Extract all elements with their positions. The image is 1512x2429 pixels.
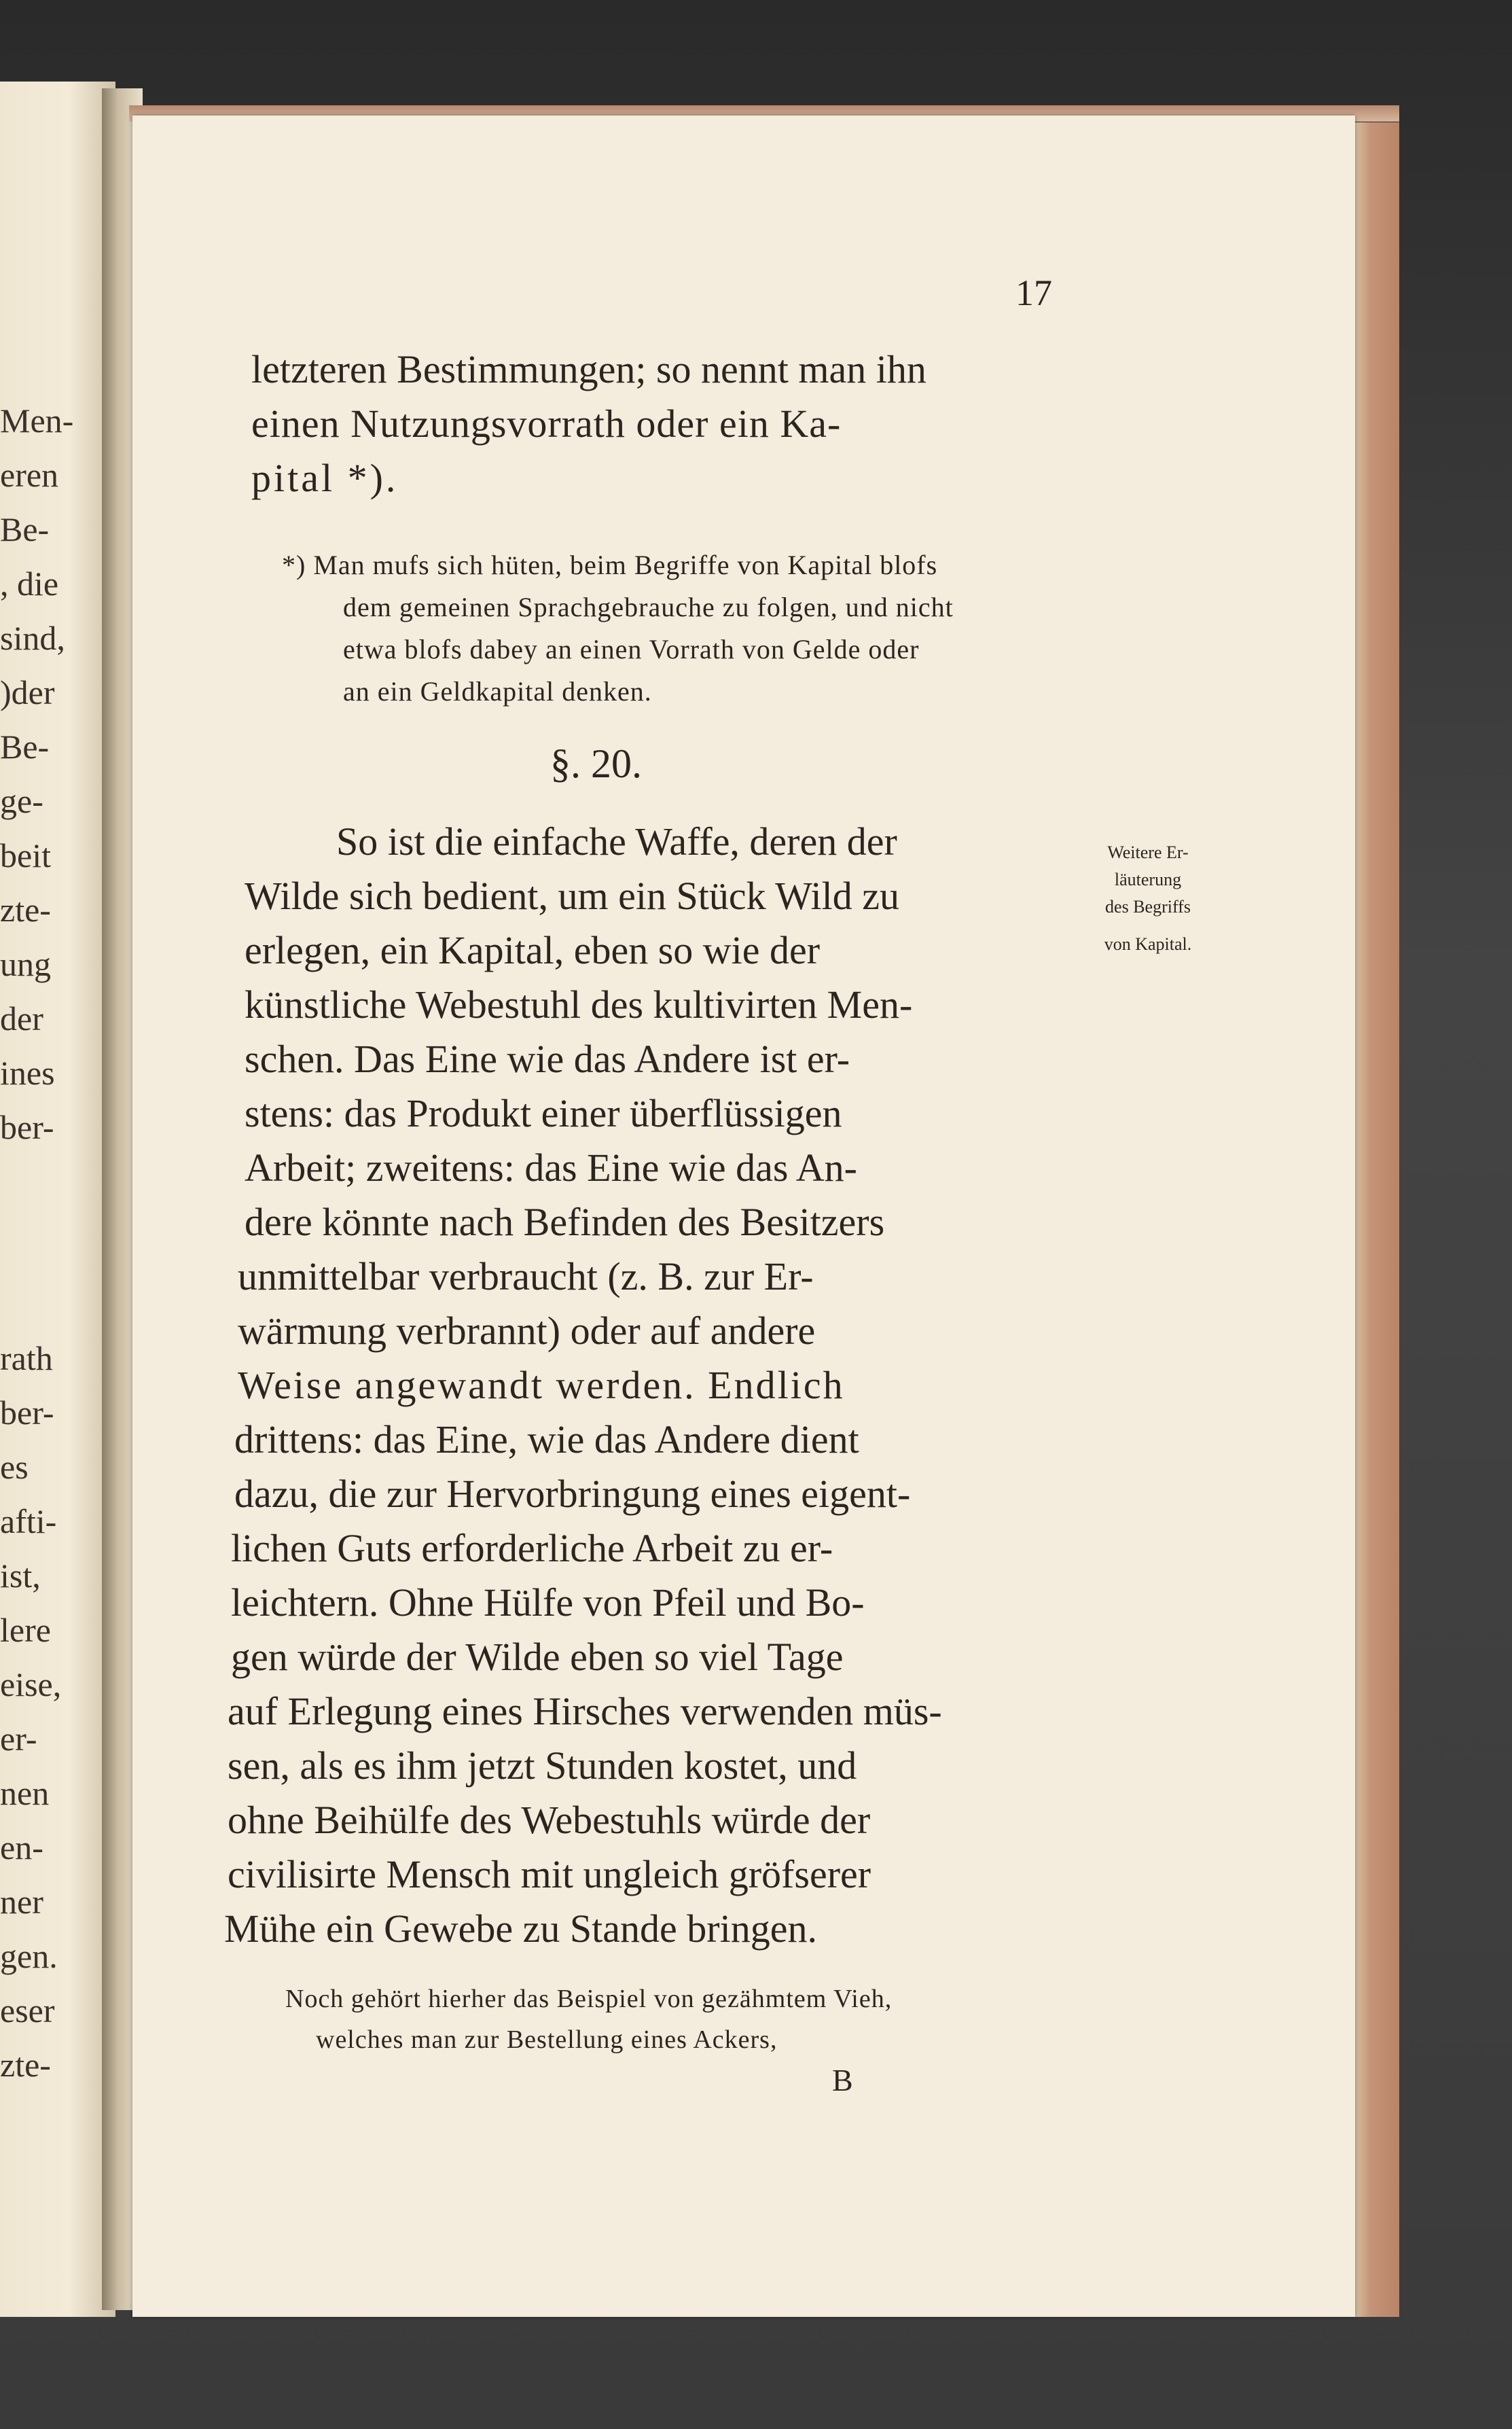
- left-fragment: lere: [0, 1611, 51, 1649]
- left-fragment: Men-: [0, 402, 74, 440]
- left-fragment: zte-: [0, 2046, 51, 2084]
- body-line: Weise angewandt werden. Endlich: [238, 1363, 845, 1407]
- footnote-line: *) Man mufs sich hüten, beim Begriffe von Kapital blofs: [282, 550, 938, 580]
- margin-note-line: läuterung: [1114, 870, 1182, 889]
- left-fragment: sind,: [0, 619, 65, 657]
- left-fragment: er-: [0, 1720, 37, 1758]
- footnote-line: etwa blofs dabey an einen Vorrath von Gelde oder: [343, 634, 920, 664]
- intro-line: einen Nutzungsvorrath oder ein Ka-: [251, 402, 842, 446]
- body-line: unmittelbar verbraucht (z. B. zur Er-: [238, 1254, 814, 1298]
- margin-note-line: Weitere Er-: [1107, 843, 1189, 862]
- left-fragment: Be-: [0, 510, 50, 548]
- left-fragment: es: [0, 1448, 29, 1486]
- body-line: civilisirte Mensch mit ungleich gröfserer: [228, 1852, 871, 1896]
- page-fore-edge: [1352, 122, 1399, 2317]
- footnote-line: an ein Geldkapital denken.: [343, 676, 652, 707]
- left-fragment: eren: [0, 456, 59, 494]
- body-line: wärmung verbrannt) oder auf andere: [238, 1309, 816, 1353]
- body-line: Wilde sich bedient, um ein Stück Wild zu: [245, 874, 899, 918]
- body-line: So ist die einfache Waffe, deren der: [336, 819, 897, 864]
- left-fragment: zte-: [0, 891, 51, 929]
- body-line: dere könnte nach Befinden des Besitzers: [245, 1200, 885, 1244]
- margin-note-line: von Kapital.: [1104, 934, 1192, 954]
- intro-line: letzteren Bestimmungen; so nennt man ihn: [251, 347, 926, 391]
- left-fragment: )der: [0, 673, 55, 711]
- catchword-line: welches man zur Bestellung eines Ackers,: [316, 2025, 778, 2054]
- left-fragment: der: [0, 999, 43, 1038]
- left-fragment: en-: [0, 1828, 43, 1866]
- body-line: Mühe ein Gewebe zu Stande bringen.: [224, 1907, 817, 1951]
- body-line: dazu, die zur Hervorbringung eines eigent-: [234, 1472, 911, 1516]
- body-line: Arbeit; zweitens: das Eine wie das An-: [245, 1146, 857, 1190]
- left-fragment: eser: [0, 1991, 55, 2029]
- left-fragment: Be-: [0, 728, 50, 766]
- left-fragment: ner: [0, 1883, 43, 1921]
- body-line: sen, als es ihm jetzt Stunden kostet, und: [228, 1743, 857, 1788]
- margin-note-line: des Begriffs: [1105, 897, 1191, 917]
- left-page-edge: [0, 82, 115, 2317]
- body-line: leichtern. Ohne Hülfe von Pfeil und Bo-: [231, 1580, 865, 1625]
- left-fragment: ung: [0, 945, 51, 983]
- left-fragment: ber-: [0, 1394, 54, 1432]
- body-line: stens: das Produkt einer überflüssigen: [245, 1091, 842, 1135]
- body-line: erlegen, ein Kapital, eben so wie der: [245, 928, 821, 972]
- body-line: ohne Beihülfe des Webestuhls würde der: [228, 1798, 871, 1842]
- signature-mark: B: [832, 2063, 853, 2097]
- body-line: schen. Das Eine wie das Andere ist er-: [245, 1037, 850, 1081]
- page-number: 17: [1015, 272, 1052, 313]
- body-line: auf Erlegung eines Hirsches verwenden müs-: [228, 1689, 942, 1733]
- left-fragment: ines: [0, 1054, 55, 1092]
- left-fragment: afti-: [0, 1502, 57, 1540]
- left-fragment: ge-: [0, 782, 43, 820]
- catchword-line: Noch gehört hierher das Beispiel von gezähmtem Vieh,: [285, 1985, 893, 2013]
- left-fragment: ist,: [0, 1557, 41, 1595]
- left-fragment: , die: [0, 565, 59, 603]
- section-heading: §. 20.: [550, 741, 642, 786]
- body-line: künstliche Webestuhl des kultivirten Men-: [245, 982, 913, 1027]
- left-fragment: ber-: [0, 1108, 54, 1146]
- body-line: gen würde der Wilde eben so viel Tage: [231, 1635, 844, 1679]
- body-line: drittens: das Eine, wie das Andere dient: [234, 1417, 859, 1461]
- intro-line: pital *).: [251, 456, 399, 500]
- footnote-line: dem gemeinen Sprachgebrauche zu folgen, und nicht: [343, 592, 954, 622]
- left-fragment: rath: [0, 1339, 53, 1377]
- left-fragment: nen: [0, 1774, 50, 1812]
- left-fragment: eise,: [0, 1665, 62, 1703]
- left-fragment: gen.: [0, 1937, 58, 1975]
- left-fragment: beit: [0, 836, 51, 874]
- body-line: lichen Guts erforderliche Arbeit zu er-: [231, 1526, 833, 1570]
